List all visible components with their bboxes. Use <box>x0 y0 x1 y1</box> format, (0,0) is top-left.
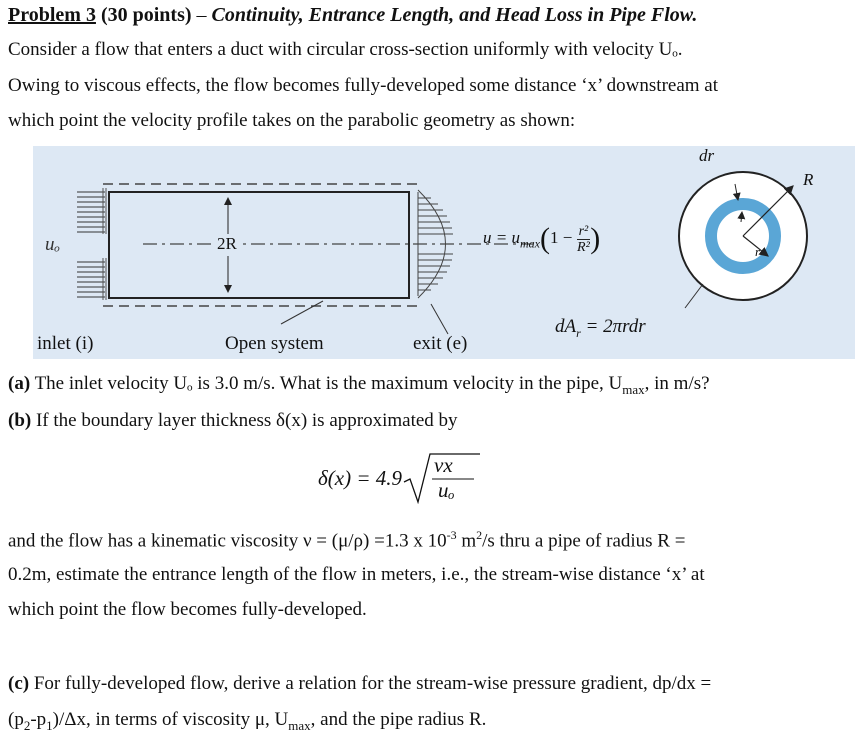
open-system-label: Open system <box>225 333 324 354</box>
exit-label: exit (e) <box>413 333 468 354</box>
dr-label: dr <box>699 146 715 165</box>
r-label: r <box>755 244 761 259</box>
c-line2-d: , and the pipe radius R. <box>310 709 487 730</box>
question-c-label: (c) <box>8 673 30 694</box>
question-a-sub: max <box>622 381 645 397</box>
c-line2-c: )/Δx, in terms of viscosity μ, U <box>52 709 289 730</box>
figure-drawing <box>33 146 855 359</box>
question-c <box>8 673 711 695</box>
c-line2-b: -p <box>30 709 47 730</box>
question-b-label: (b) <box>8 410 32 431</box>
profile-eq-denominator: R² <box>577 239 590 255</box>
open-system-box <box>109 192 409 298</box>
pipe-flow-figure <box>33 146 855 359</box>
question-b-text: If the boundary layer thickness δ(x) is approximated by <box>31 410 458 431</box>
system-leader <box>281 301 323 324</box>
area-element-equation <box>555 316 646 341</box>
intro-line-2: Owing to viscous effects, the flow becomes fully-developed some distance ‘x’ downstream at <box>8 75 719 96</box>
area-eq-dA: dA <box>555 316 577 337</box>
duct-walls <box>103 184 418 306</box>
inlet-edge-ticks <box>103 188 106 300</box>
b-line1-exp: -3 <box>446 528 457 542</box>
profile-eq-u: u = u <box>483 227 520 247</box>
inlet-velocity-label: uₒ <box>45 234 60 255</box>
eq-lhs: δ(x) = 4.9 <box>318 465 402 490</box>
profile-eq-sub: max <box>519 236 540 251</box>
diameter-label: 2R <box>217 234 237 253</box>
problem-topic: Continuity, Entrance Length, and Head Loss in Pipe Flow. <box>211 4 698 26</box>
area-leader <box>685 284 703 308</box>
intro-line-1: Consider a flow that enters a duct with circular cross-section uniformly with velocity Uₒ. <box>8 39 683 60</box>
profile-eq-numerator: r² <box>578 223 589 239</box>
title-dash: – <box>196 4 207 26</box>
question-a-label: (a) <box>8 373 31 394</box>
R-label: R <box>803 170 814 189</box>
velocity-profile-equation: $u = u_{max}(1$ − $\frac{\text{r²}}{\text{R²}}$ ) <box>483 222 601 255</box>
b-line1-unit-exp: 2 <box>476 528 483 542</box>
eq-denominator: uₒ <box>438 478 455 502</box>
question-b-line-2: 0.2m, estimate the entrance length of the flow in meters, i.e., the stream-wise distance ‘x’ at <box>8 564 705 585</box>
c-line2-submax: max <box>288 717 311 733</box>
b-line1-text: and the flow has a kinematic viscosity ν = (μ/ρ) =1.3 x 10 <box>8 530 447 552</box>
exit-leader <box>431 304 448 334</box>
question-a-text: The inlet velocity Uₒ is 3.0 m/s. What is the maximum velocity in the pipe, U <box>30 373 623 394</box>
area-eq-rhs: = 2πrdr <box>580 316 646 337</box>
problem-title <box>8 4 697 27</box>
question-c-line-2 <box>8 709 486 734</box>
question-b-line-1 <box>8 528 685 552</box>
eq-numerator: νx <box>434 453 453 477</box>
intro-line-3: which point the velocity profile takes on the parabolic geometry as shown: <box>8 110 576 131</box>
question-a-tail: , in m/s? <box>644 373 710 394</box>
profile-eq-one: 1 − <box>549 227 573 247</box>
problem-number: Problem 3 <box>8 4 96 26</box>
question-b-line-3: which point the flow becomes fully-developed. <box>8 599 367 620</box>
question-b <box>8 410 458 432</box>
problem-points: (30 points) <box>100 4 192 26</box>
inlet-label: inlet (i) <box>37 333 94 354</box>
question-c-text: For fully-developed flow, derive a relation for the stream-wise pressure gradient, dp/dx = <box>29 673 712 694</box>
area-eq-sub: r <box>576 325 581 340</box>
eq-sqrt <box>402 452 482 504</box>
c-line2-sub1: 1 <box>46 717 53 733</box>
c-line2-a: (p <box>8 709 24 730</box>
b-line1-tail: /s thru a pipe of radius R = <box>482 530 686 552</box>
c-line2-sub2: 2 <box>23 717 31 733</box>
inlet-velocity-arrows <box>77 192 105 297</box>
boundary-layer-equation <box>318 452 482 504</box>
b-line1-unit: m <box>456 530 477 552</box>
question-a <box>8 373 710 398</box>
